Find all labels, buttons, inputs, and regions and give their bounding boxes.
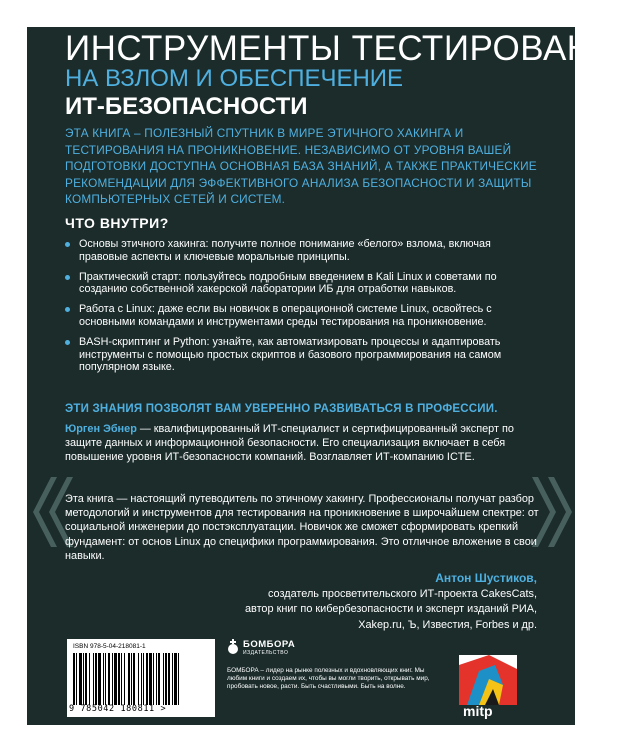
barcode-digits: 9 785042 180811 >: [69, 704, 167, 714]
title-line-1: ИНСТРУМЕНТЫ ТЕСТИРОВАНИЯ: [65, 29, 644, 68]
reviewer-line: Xakep.ru, Ъ, Известия, Forbes и др.: [358, 618, 537, 631]
barcode-bar: [124, 653, 125, 705]
bullet-dot-icon: [65, 307, 70, 312]
author-name: Юрген Эбнер: [65, 423, 137, 435]
barcode-bar: [112, 653, 113, 705]
barcode-bar: [168, 653, 170, 705]
reviewer-line: создатель просветительского ИТ-проекта CakesCats,: [267, 587, 537, 600]
barcode-bar: [131, 653, 132, 705]
isbn-barcode: [67, 639, 215, 717]
author-description: — квалифицированный ИТ-специалист и сертифицированный эксперт по защите данных и информационной безопасности. Его специализация включает в себя повышение уровня ИТ-безопасности компаний. Возглавляет ИТ-компанию ICTE.: [65, 423, 514, 464]
intro-text: ЭТА КНИГА – ПОЛЕЗНЫЙ СПУТНИК В МИРЕ ЭТИЧНОГО ХАКИНГА И ТЕСТИРОВАНИЯ НА ПРОНИКНОВЕНИЕ. НЕЗАВИСИМО ОТ УРОВНЯ ВАШЕЙ ПОДГОТОВКИ ДОСТУПНА ОСНОВНАЯ БАЗА ЗНАНИЙ, А ТАКЖЕ ПРАКТИЧЕСКИЕ РЕКОМЕНДАЦИИ ДЛЯ ЭФФЕКТИВНОГО АНАЛИЗА БЕЗОПАСНОСТИ И ЗАЩИТЫ КОМПЬЮТЕРНЫХ СЕТЕЙ И СИСТЕМ.: [65, 126, 537, 206]
bullet-dot-icon: [65, 275, 70, 280]
reviewer-name: Антон Шустиков,: [435, 571, 537, 585]
feature-text: Основы этичного хакинга: получите полное понимание «белого» взлома, включая правовые аспекты и ключевые моральные принципы.: [79, 238, 491, 263]
barcode-bar: [114, 653, 117, 705]
bullet-dot-icon: [65, 242, 70, 247]
barcode-bar: [108, 653, 110, 705]
barcode-bar: [85, 653, 87, 705]
highlight-text: ЭТИ ЗНАНИЯ ПОЗВОЛЯТ ВАМ УВЕРЕННО РАЗВИВАТЬСЯ В ПРОФЕССИИ.: [65, 403, 498, 415]
barcode-bar: [156, 653, 157, 705]
barcode-bars: [73, 653, 209, 705]
publisher-name: БОМБОРА: [243, 639, 296, 650]
bullet-dot-icon: [65, 340, 70, 345]
barcode-bar: [158, 653, 160, 705]
barcode-bar: [93, 653, 94, 705]
barcode-bar: [174, 653, 177, 705]
mitp-name: mitp: [463, 703, 493, 719]
author-bio: [65, 422, 539, 465]
barcode-bar: [146, 653, 148, 705]
barcode-bar: [138, 653, 139, 705]
barcode-bar: [149, 653, 152, 705]
barcode-bar: [153, 653, 154, 705]
barcode-bar: [128, 653, 130, 705]
feature-item: [65, 238, 535, 264]
barcode-bar: [121, 653, 122, 705]
barcode-bar: [83, 653, 84, 705]
publisher-about: БОМБОРА – лидер на рынке полезных и вдохновляющих книг. Мы любим книги и создаем их, чтобы вы могли творить, открывать мир, пробовать новое, расти. Быть счастливыми. Быть на волне.: [227, 667, 430, 690]
feature-list: [65, 238, 535, 381]
book-back-cover: [27, 27, 644, 725]
barcode-bar: [141, 653, 142, 705]
feature-text: Работа с Linux: даже если вы новичок в операционной системе Linux, освойтесь с основными командами и инструментами среды тестирования на проникновение.: [79, 303, 492, 328]
feature-text: Практический старт: пользуйтесь подробным введением в Kali Linux и советами по созданию собственной хакерской лаборатории ИБ для отработки навыков.: [79, 270, 497, 296]
feature-text: BASH-скриптинг и Python: узнайте, как автоматизировать процессы и адаптировать инструменты с помощью простых скриптов и базового программирования на самом популярном языке.: [79, 335, 502, 374]
barcode-bar: [163, 653, 164, 705]
inside-heading: ЧТО ВНУТРИ?: [65, 215, 169, 231]
barcode-bar: [178, 653, 179, 705]
isbn-number: ISBN 978-5-04-218081-1: [73, 643, 146, 650]
feature-item: [65, 271, 535, 297]
reviewer-line: автор книг по кибербезопасности и эксперт изданий РИА,: [244, 603, 537, 615]
barcode-bar: [172, 653, 173, 705]
barcode-bar: [118, 653, 120, 705]
review-quote: Эта книга — настоящий путеводитель по этичному хакингу. Профессионалы получат разбор методологий и инструментов для тестирования на проникновение в широчайшем спектре: от социальной инженерии до постэксплуатации. Новичок же сможет сформировать крепкий фундамент: от основ Linux до специфики программирования. Это отличное вложение в свои навыки.: [65, 493, 539, 562]
barcode-bar: [133, 653, 135, 705]
barcode-bar: [105, 653, 106, 705]
barcode-bar: [73, 653, 75, 705]
title-line-2: НА ВЗЛОМ И ОБЕСПЕЧЕНИЕ: [65, 65, 404, 92]
barcode-bar: [143, 653, 144, 705]
barcode-bar: [98, 653, 101, 705]
reviewer-signature: [137, 571, 537, 633]
publisher-subtitle: ИЗДАТЕЛЬСТВО: [243, 650, 289, 656]
barcode-bar: [89, 653, 90, 705]
barcode-bar: [95, 653, 97, 705]
mitp-logo-icon: [459, 655, 517, 705]
bombora-logo-icon: [227, 639, 239, 655]
barcode-bar: [103, 653, 104, 705]
barcode-bar: [76, 653, 77, 705]
barcode-bar: [165, 653, 167, 705]
title-line-3: ИТ-БЕЗОПАСНОСТИ: [65, 93, 308, 120]
feature-item: [65, 303, 535, 329]
feature-item: [65, 336, 535, 374]
barcode-bar: [79, 653, 82, 705]
